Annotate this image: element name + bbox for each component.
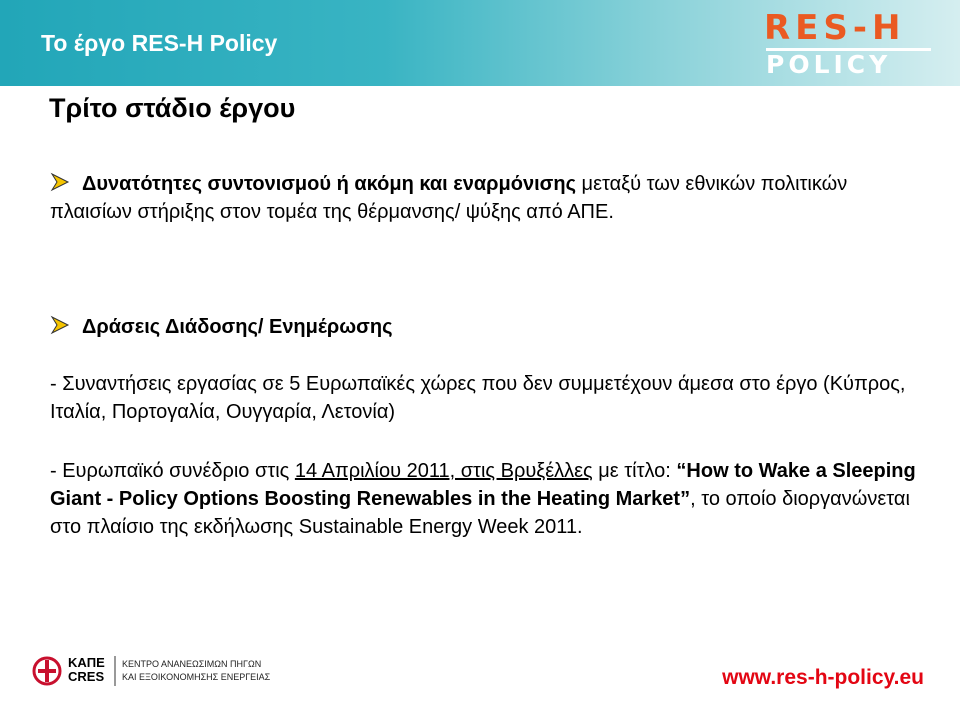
bullet-dissemination-text: Δράσεις Διάδοσης/ Ενημέρωσης (82, 316, 393, 338)
cres-logo (28, 650, 271, 692)
conference-title: “How to Wake a Sleeping Giant - Policy Options Boosting Renewables in the Heating Market” (50, 460, 916, 510)
cres-separator (114, 656, 116, 686)
cres-line1: ΚΕΝΤΡΟ ΑΝΑΝΕΩΣΙΜΩΝ ΠΗΓΩΝ (122, 659, 262, 669)
arrow-bullet-icon (50, 172, 70, 192)
bullet-coordination (50, 170, 910, 226)
conference-mid: με τίτλο: (592, 460, 677, 482)
conference-date-link[interactable]: 14 Απριλίου 2011, στις Βρυξέλλες (294, 460, 593, 482)
cres-full-name (122, 658, 272, 684)
conference-suffix: , το οποίο διοργανώνεται στο πλαίσιο της εκδήλωσης Sustainable Energy Week 2011. (50, 488, 910, 538)
bullet-dissemination (50, 313, 910, 341)
bullet-coordination-text: μεταξύ των εθνικών πολιτικών πλαισίων στήριξης στον τομέα της θέρμανσης/ ψύξης από ΑΠΕ. (50, 173, 848, 223)
paragraph-workshops: - Συναντήσεις εργασίας σε 5 Ευρωπαϊκές χώρες που δεν συμμετέχουν άμεσα στο έργο (Κύπρος, Ιταλία, Πορτογαλία, Ουγγαρία, Λετονία) (50, 373, 906, 423)
cres-line2: ΚΑΙ ΕΞΟΙΚΟΝΟΜΗΣΗΣ ΕΝΕΡΓΕΙΑΣ (122, 672, 271, 682)
header-title: Το έργο RES-H Policy (41, 30, 278, 56)
res-h-policy-logo (758, 8, 938, 78)
logo-text-top: RES-H (764, 8, 906, 48)
arrow-bullet-icon (50, 315, 70, 335)
paragraph-conference (50, 457, 920, 541)
logo-text-bottom: POLICY (766, 50, 892, 79)
cres-name-gr: ΚΑΠΕ (68, 655, 105, 670)
header-bar (0, 0, 960, 86)
cres-name-en: CRES (68, 669, 105, 684)
conference-prefix: - Ευρωπαϊκό συνέδριο στις (50, 460, 295, 482)
bullet-coordination-bold: Δυνατότητες συντονισμού ή ακόμη και εναρμόνισης (82, 173, 576, 195)
cres-emblem-icon (32, 655, 62, 687)
website-link[interactable]: www.res-h-policy.eu (722, 666, 924, 689)
cres-name (68, 656, 105, 684)
slide-title: Τρίτο στάδιο έργου (49, 93, 296, 123)
